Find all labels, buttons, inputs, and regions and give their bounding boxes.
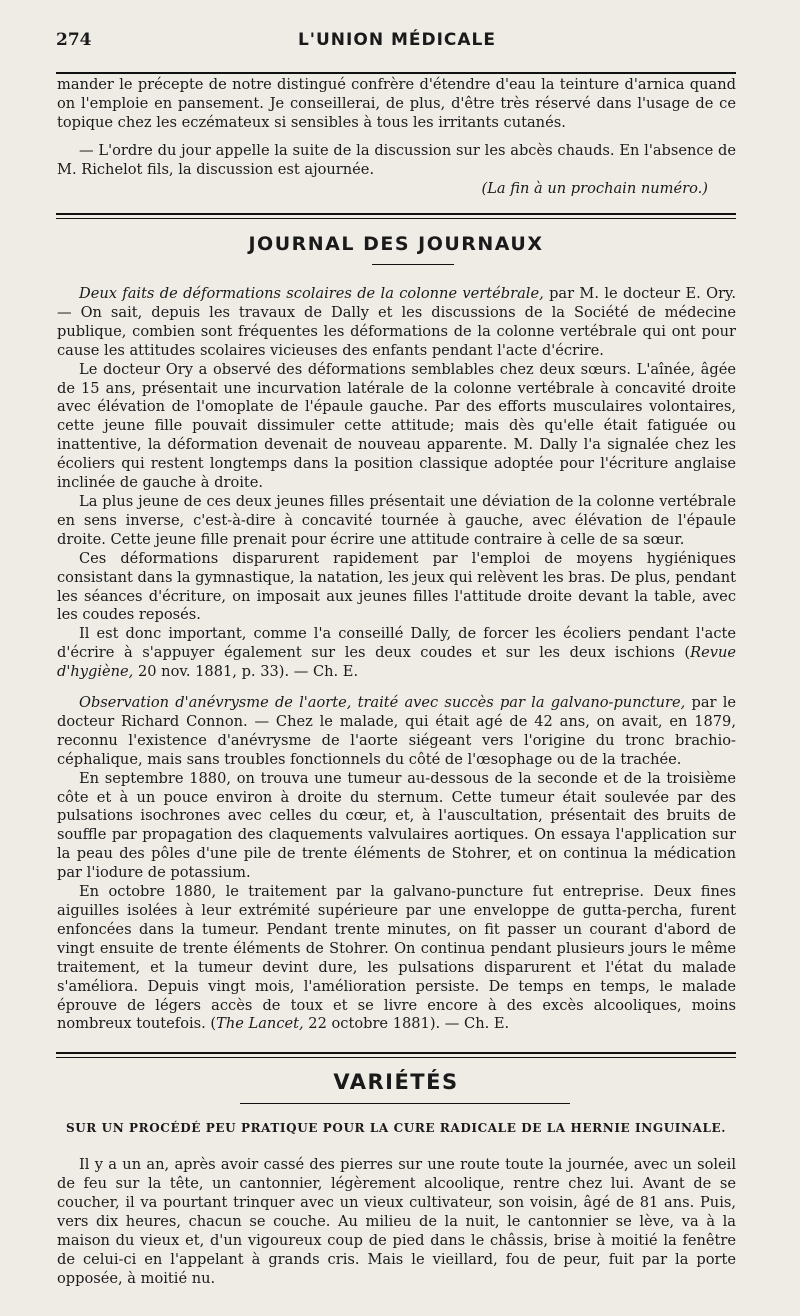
intro-continuation-note: (La fin à un prochain numéro.) (481, 179, 708, 197)
page-number: 274 (56, 30, 92, 50)
section-divider (56, 213, 736, 219)
journal-articles (57, 285, 736, 1034)
article-1-byline: par M. le docteur E. Ory. — (57, 285, 736, 321)
article-1-reference: Revue d'hygiène, (57, 644, 736, 681)
section-title-varietes: VARIÉTÉS (333, 1070, 459, 1094)
journal-title: L'UNION MÉDICALE (297, 30, 497, 50)
intro-text (57, 76, 736, 198)
article-2-title: Observation d'anévrysme de l'aorte, traité avec succès par la galvano-puncture, (79, 694, 686, 712)
intro-paragraph-1: mander le précepte de notre distingué confrère d'étendre d'eau la teinture d'arnica quand on l'emploie en pansement. Je conseillerai, de plus, d'être très réservé dans l'usage de ce topique chez les eczémateux si sensibles à tous les irritants cutanés. (57, 76, 736, 131)
title-underline (372, 264, 454, 265)
article-1-paragraph-5: Il est donc important, comme l'a conseillé Dally, de forcer les écoliers pendant l'acte d'écrire à s'appuyer également sur les deux coudes et sur les deux ischions (Revue d'hygiène, 20 nov. 1881, p. 33). — Ch. E. (57, 625, 736, 681)
article-2-paragraph-3: En octobre 1880, le traitement par la galvano-puncture fut entreprise. Deux fines aiguilles isolées à leur extrémité supérieure par une enveloppe de gutta-percha, furent enfoncées dans la tumeur. Pendant trente minutes, on fit passer un courant d'abord de vingt ensuite de trente éléments de Stohrer. On continua pendant plusieurs jours le même traitement, et la tumeur devint dure, les pulsations disparurent et l'état du malade s'améliora. Depuis vingt mois, l'amélioration persiste. De temps en temps, le malade éprouve de légers accès de toux et se livre encore à des excès alcooliques, moins nombreux toutefois. (The Lancet, 22 octobre 1881). — Ch. E. (57, 883, 736, 1033)
varietes-underline (240, 1103, 570, 1104)
article-2-paragraph-2: En septembre 1880, on trouva une tumeur au-dessous de la seconde et de la troisième côte et à un pouce environ à droite du sternum. Cette tumeur était soulevée par des pulsations isochrones avec celles du cœur, et, à l'auscultation, présentait des bruits de souffle par propagation des claquements valvulaires aortiques. On essaya l'application sur la peau des pôles d'une pile de trente éléments de Stohrer, et on continua la médication par l'iodure de potassium. (57, 769, 736, 882)
article-2-byline: par le docteur Richard Connon. — (57, 694, 736, 730)
intro-paragraph-2: — L'ordre du jour appelle la suite de la discussion sur les abcès chauds. En l'absence de M. Richelot fils, la discussion est ajournée. (57, 141, 736, 178)
varietes-subtitle: SUR UN PROCÉDÉ PEU PRATIQUE POUR LA CURE RADICALE DE LA HERNIE INGUINALE. (65, 1121, 727, 1135)
article-2-reference: The Lancet, (216, 1015, 304, 1033)
section-title-journal: JOURNAL DES JOURNAUX (248, 233, 544, 255)
article-2-paragraph-1: Observation d'anévrysme de l'aorte, traité avec succès par la galvano-puncture, par le docteur Richard Connon. — Chez le malade, qui était agé de 42 ans, on avait, en 1879, reconnu l'existence d'anévrysme de l'aorte siégeant vers l'origine du tronc brachio-céphalique, mais sans troubles fonctionnels du côté de l'œsophage ou de la trachée. (57, 694, 736, 768)
article-1-paragraph-3: La plus jeune de ces deux jeunes filles présentait une déviation de la colonne vertébrale en sens inverse, c'est-à-dire à concavité tournée à gauche, avec élévation de l'épaule droite. Cette jeune fille prenait pour écrire une attitude contraire à celle de sa sœur. (57, 492, 736, 548)
varietes-text (57, 1155, 736, 1288)
header-rule (56, 72, 736, 74)
article-1-paragraph-4: Ces déformations disparurent rapidement par l'emploi de moyens hygiéniques consistant dans la gymnastique, la natation, les jeux qui relèvent les bras. De plus, pendant les séances d'écriture, on imposait aux jeunes filles l'attitude droite devant la table, avec les coudes reposés. (57, 549, 736, 624)
article-1-paragraph-1: Deux faits de déformations scolaires de la colonne vertébrale, par M. le docteur E. Ory. — On sait, depuis les travaux de Dally et les discussions de la Société de médecine publique, combien sont fréquentes les déformations de la colonne vertébrale qui ont pour cause les attitudes scolaires vicieuses des enfants pendant l'acte d'écrire. (57, 285, 736, 359)
article-1-title: Deux faits de déformations scolaires de la colonne vertébrale, (79, 285, 544, 302)
page-header (56, 30, 738, 58)
article-1-paragraph-2: Le docteur Ory a observé des déformations semblables chez deux sœurs. L'aînée, âgée de 15 ans, présentait une incurvation latérale de la colonne vertébrale à concavité droite avec élévation de l'omoplate de l'épaule gauche. Par des efforts musculaires volontaires, cette jeune fille pouvait dissimuler cette attitude; mais dès qu'elle était fatiguée ou inattentive, la déformation devenait de nouveau apparente. M. Dally l'a signalée chez les écoliers qui restent longtemps dans la position classique adoptée pour l'écriture anglaise inclinée de gauche à droite. (57, 360, 736, 492)
section-divider-2 (56, 1052, 736, 1058)
varietes-paragraph-1: Il y a un an, après avoir cassé des pierres sur une route toute la journée, avec un soleil de feu sur la tête, un cantonnier, légèrement alcoolique, rentre chez lui. Avant de se coucher, il va pourtant trinquer avec un vieux cultivateur, son voisin, âgé de 81 ans. Puis, vers dix heures, chacun se couche. Au milieu de la nuit, le cantonnier se lève, va à la maison du vieux et, d'un vigoureux coup de pied dans le châssis, brise à moitié la fenêtre de celui-ci en l'appelant à grands cris. Mais le vieillard, fou de peur, fuit par la porte opposée, à moitié nu. (57, 1156, 736, 1287)
